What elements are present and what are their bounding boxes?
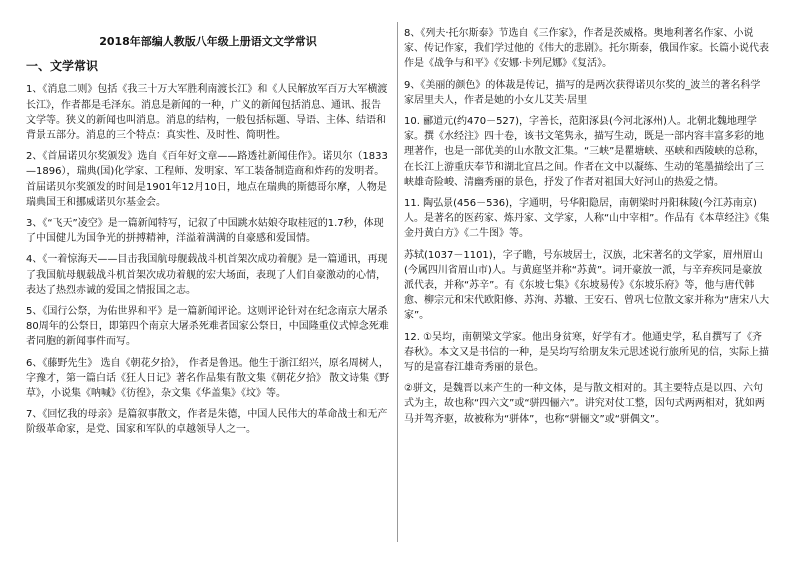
section-title: 一、文学常识 bbox=[26, 59, 99, 74]
paragraph-8: 8、《列夫·托尔斯泰》节选自《三作家》，作者是茨威格。奥地利著名作家、小说家、传记作家，我们学过他的《伟大的悲剧》。托尔斯泰，俄国作家。长篇小说代表作是《战争与和平》《安娜·卡列尼娜》《复活》。 bbox=[404, 28, 769, 70]
document-title: 2018年部编人教版八年级上册语文文学常识 bbox=[99, 35, 317, 48]
paragraph-sushi: 苏轼(1037－1101)，字子瞻，号东坡居士，汉族，北宋著名的文学家，眉州眉山(今属四川省眉山市)人。与黄庭坚并称“苏黄”。词开豪放一派，与辛弃疾同是豪放派代表，并称“苏辛”。有《东坡七集》《东坡易传》《东坡乐府》等，他与唐代韩愈、柳宗元和宋代欧阳修、苏洵、苏辙、王安石、曾巩七位散文家并称为“唐宋八大家”。 bbox=[404, 249, 770, 322]
paragraph-2: 2、《首届诺贝尔奖颁发》选自《百年好文章——路透社新闻佳作》。诺贝尔（1833—1896），瑞典(国)化学家、工程师、发明家、军工装备制造商和炸药的发明者。首届诺贝尔奖颁发的时间是1901年12月10日，地点在瑞典的斯德哥尔摩，人物是瑞典国王和挪威诺贝尔基金会。 bbox=[26, 151, 388, 208]
column-divider bbox=[397, 22, 398, 542]
paragraph-6: 6、《藤野先生》 选自《朝花夕拾》， 作者是鲁迅。他生于浙江绍兴，原名周树人，字豫才，第一篇白话《狂人日记》著名作品集有散文集《朝花夕拾》 散文诗集《野草》，小说集《呐喊》《彷徨》，杂文集《华盖集》《坟》等。 bbox=[26, 357, 390, 400]
paragraph-11: 11. 陶弘景(456－536)，字通明，号华阳隐居，南朝梁时丹阳秣陵(今江苏南京)人。是著名的医药家、炼丹家、文学家，人称“山中宰相”。作品有《本草经注》《集金丹黄白方》《二牛图》等。 bbox=[404, 198, 770, 240]
paragraph-5: 5、《国行公祭，为佑世界和平》是一篇新闻评论。这则评论针对在纪念南京大屠杀80周年的公祭日，即第四个南京大屠杀死难者国家公祭日，中国隆重仪式悼念死难者同胞的新闻事件而写。 bbox=[26, 306, 389, 348]
paragraph-1: 1、《消息二则》包括《我三十万大军胜利南渡长江》和《人民解放军百万大军横渡长江》，作者都是毛泽东。消息是新闻的一种，广义的新闻包括消息、通讯、报告文学等。狭义的新闻也叫消息。消息的结构，一般包括标题、导语、主体、结语和背景五部分。消息的三个特点：真实性、及时性、简明性。 bbox=[26, 84, 388, 142]
paragraph-7: 7、《回忆我的母亲》是篇叙事散文，作者是朱德，中国人民伟大的革命战士和无产阶级革命家，是党、国家和军队的卓越领导人之一。 bbox=[26, 409, 388, 436]
paragraph-9: 9、《美丽的颜色》的体裁是传记，描写的是两次获得诺贝尔奖的_波兰的著名科学家居里夫人，作者是她的小女儿艾芙·居里 bbox=[404, 79, 761, 106]
right-column bbox=[404, 26, 770, 433]
paragraph-12: 12. ①吴均，南朝梁文学家。他出身贫寒，好学有才。他通史学，私自撰写了《齐春秋》。本文又是书信的一种，是吴均写给朋友朱元思述说行旅所见的信，实际上描写的是富春江雄奇秀丽的景色。 bbox=[404, 331, 769, 374]
paragraph-3: 3、《“飞天”凌空》是一篇新闻特写，记叙了中国跳水姑娘夺取桂冠的1.7秒，体现了中国健儿为国争光的拼搏精神，洋溢着满满的自豪感和爱国情。 bbox=[26, 218, 384, 245]
paragraph-12-2: ②骈文，是魏晋以来产生的一种文体，是与散文相对的。其主要特点是以四、六句式为主，故也称“四六文”或“骈四俪六”。讲究对仗工整，因句式两两相对，犹如两马并驾齐驱，故被称为“骈体”，也称“骈俪文”或“骈偶文”。 bbox=[404, 383, 765, 425]
paragraph-4: 4、《一着惊海天——目击我国航母舰载战斗机首架次成功着舰》是一篇通讯，再现了我国航母舰载战斗机首架次成功着舰的宏大场面，表现了人们自豪激动的心情，表达了热烈赤诚的爱国之情报国之志。 bbox=[26, 254, 388, 296]
left-column bbox=[26, 26, 390, 444]
paragraph-10: 10. 郦道元(约470－527)，字善长，范阳涿县(今河北涿州)人。北朝北魏地理学家。撰《水经注》四十卷，该书文笔隽永，描写生动，既是一部内容丰富多彩的地理著作，也是一部优美的山水散文汇集。“三峡”是瞿塘峡、巫峡和西陵峡的总称，在长江上游重庆奉节和湖北宜昌之间。作者在文中以凝练、生动的笔墨描绘出了三峡雄奇险峻、清幽秀丽的景色，抒发了作者对祖国大好河山的热爱之情。 bbox=[404, 116, 765, 188]
